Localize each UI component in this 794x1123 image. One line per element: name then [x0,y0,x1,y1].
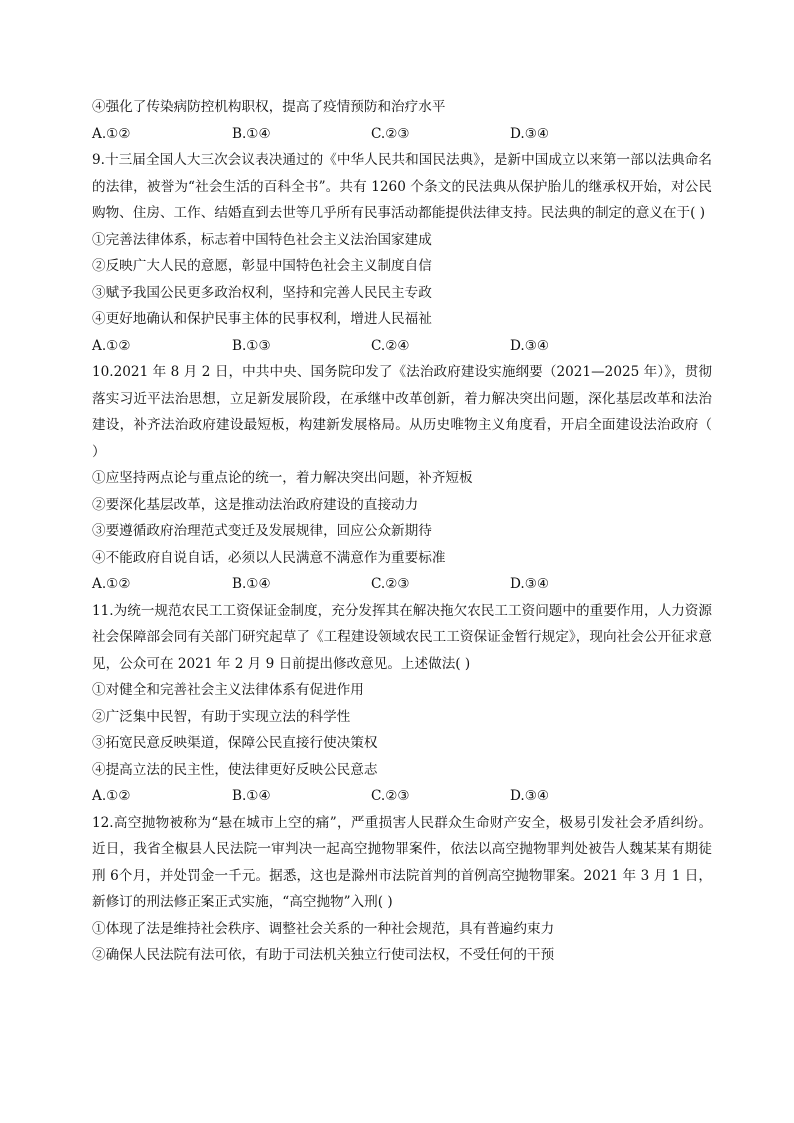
option-2: ②确保人民法院有法可依，有助于司法机关独立行使司法权，不受任何的干预 [92,947,555,963]
choice-d: D.③④ [510,788,550,804]
choice-b: B.①④ [232,788,271,804]
choice-b: B.①④ [232,576,271,592]
option-1: ①应坚持两点论与重点论的统一，着力解决突出问题，补齐短板 [92,470,473,486]
choice-b: B.①④ [232,125,271,142]
option-4: ④提高立法的民主性，使法律更好反映公民意志 [92,761,378,778]
option-4: ④不能政府自说自话，必须以人民满意不满意作为重要标准 [92,549,446,566]
answer-choices [92,121,712,148]
option-3: ③赋予我国公民更多政治权利，坚持和完善人民民主专政 [92,284,432,301]
option-2: ②广泛集中民智，有助于实现立法的科学性 [92,708,351,725]
choice-d: D.③④ [510,337,550,354]
question-9-stem: 9.十三届全国人大三次会议表决通过的《中华人民共和国民法典》，是新中国成立以来第一部以法典命名的法律，被誉为“社会生活的百科全书”。共有 1260 个条文的民法典从保护胎儿的继承权开始，对公民购物、住房、工作、结婚直到去世等几乎所有民事活动都能提供法律支持。民法典的制定的意义在于( ) [92,152,712,221]
choice-c: C.②③ [371,788,410,804]
option-1: ①完善法律体系，标志着中国特色社会主义法治国家建成 [92,231,432,248]
option-1: ①体现了法是维持社会秩序、调整社会关系的一种社会规范，具有普遍约束力 [92,920,555,937]
exam-page [92,94,712,969]
question-12-stem: 12.高空抛物被称为“悬在城市上空的痛”，严重损害人民群众生命财产安全，极易引发社会矛盾纠纷。近日，我省全椒县人民法院一审判决一起高空抛物罪案件，依法以高空抛物罪判处被告人魏某某有期徒刑 6个月，并处罚金一千元。据悉，这也是滁州市法院首判的首例高空抛物罪案。2021 年 3 月 1 日，新修订的刑法修正案正式实施，“高空抛物”入刑( ) [92,814,712,910]
option-4: ④强化了传染病防控机构职权，提高了疫情预防和治疗水平 [92,99,446,115]
option-3: ③拓宽民意反映渠道，保障公民直接行使决策权 [92,735,378,751]
choice-c: C.②③ [371,125,410,142]
choice-b: B.①③ [232,337,271,354]
choice-c: C.②③ [371,576,410,592]
choice-d: D.③④ [510,576,550,592]
choice-a: A.①② [92,337,131,354]
option-3: ③要遵循政府治理范式变迁及发展规律，回应公众新期待 [92,523,432,539]
option-4: ④更好地确认和保护民事主体的民事权利，增进人民福祉 [92,311,432,327]
choice-a: A.①② [92,125,131,142]
answer-choices [92,783,712,810]
choice-a: A.①② [92,788,131,804]
choice-a: A.①② [92,576,131,592]
option-1: ①对健全和完善社会主义法律体系有促进作用 [92,682,364,698]
answer-choices [92,571,712,598]
option-2: ②要深化基层改革，这是推动法治政府建设的直接动力 [92,496,419,513]
question-11-stem: 11.为统一规范农民工工资保证金制度，充分发挥其在解决拖欠农民工工资问题中的重要作用，人力资源社会保障部会同有关部门研究起草了《工程建设领域农民工工资保证金暂行规定》，现向社会公开征求意见，公众可在 2021 年 2 月 9 日前提出修改意见。上述做法( ) [92,602,712,672]
choice-c: C.②④ [371,337,410,354]
answer-choices [92,333,712,360]
option-2: ②反映广大人民的意愿，彰显中国特色社会主义制度自信 [92,258,432,274]
choice-d: D.③④ [510,125,550,142]
question-10-stem: 10.2021 年 8 月 2 日，中共中央、国务院印发了《法治政府建设实施纲要（2021—2025 年）》，贯彻落实习近平法治思想，立足新发展阶段，在承继中改革创新，着力解决突出问题，深化基层改革和法治建设，补齐法治政府建设最短板，构建新发展格局。从历史唯物主义角度看，开启全面建设法治政府（ ） [92,364,712,460]
